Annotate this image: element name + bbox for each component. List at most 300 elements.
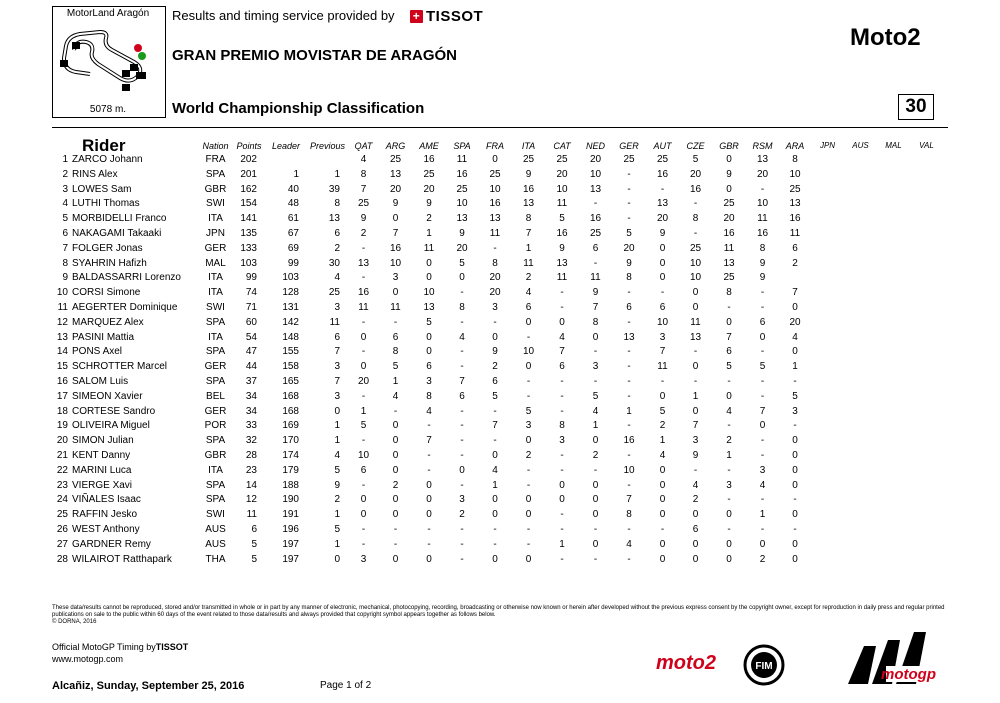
- race-points-cell: 25: [723, 198, 735, 210]
- previous-gap-cell: 0: [334, 553, 340, 565]
- future-race-cell: [877, 390, 910, 405]
- future-race-cell: [844, 183, 877, 198]
- race-points-cell: 16: [589, 213, 602, 225]
- nation-cell: SPA: [205, 479, 226, 491]
- race-points-cell: 0: [426, 479, 432, 491]
- race-points-cell: 2: [792, 257, 798, 269]
- race-points-cell: 0: [525, 509, 532, 521]
- nation-cell: THA: [205, 553, 226, 565]
- future-race-cell: [844, 168, 877, 183]
- race-points-cell: 13: [623, 331, 635, 343]
- race-points-cell: -: [460, 538, 464, 550]
- race-points-cell: 5: [626, 227, 632, 239]
- future-race-cell: [877, 375, 910, 390]
- race-points-cell: 25: [357, 198, 370, 210]
- race-points-cell: -: [627, 183, 631, 195]
- race-points-cell: -: [393, 405, 398, 417]
- rider-name-cell: CORTESE Sandro: [72, 405, 156, 417]
- table-row: [52, 301, 943, 316]
- table-row: [52, 449, 943, 464]
- rider-name-cell: LOWES Sam: [72, 183, 132, 195]
- race-points-cell: 1: [525, 242, 532, 254]
- future-race-cell: [844, 197, 877, 212]
- future-race-cell: [877, 271, 910, 286]
- race-points-cell: 5: [559, 213, 565, 225]
- previous-gap-cell: 3: [334, 301, 340, 313]
- race-points-cell: 0: [492, 553, 498, 565]
- future-race-cell: [910, 257, 943, 272]
- class-title: Moto2: [850, 24, 921, 51]
- race-points-cell: 8: [392, 346, 399, 358]
- race-points-cell: -: [493, 538, 497, 550]
- future-race-cell: [844, 375, 877, 390]
- future-race-cell: [910, 538, 943, 553]
- race-points-cell: 9: [659, 227, 666, 239]
- race-points-cell: -: [493, 523, 497, 535]
- race-points-cell: 0: [559, 316, 565, 328]
- race-points-cell: 0: [459, 464, 465, 476]
- race-points-cell: 0: [426, 331, 432, 343]
- future-race-cell: [844, 271, 877, 286]
- race-points-cell: 7: [726, 331, 732, 343]
- column-header-previous: Previous: [309, 141, 345, 151]
- race-points-cell: 8: [525, 213, 532, 225]
- race-points-cell: 20: [656, 213, 669, 225]
- race-points-cell: 5: [392, 361, 399, 373]
- race-points-cell: 0: [459, 272, 465, 284]
- table-row: [52, 286, 943, 301]
- points-cell: 135: [240, 227, 257, 239]
- rider-name-cell: GARDNER Remy: [72, 538, 151, 550]
- race-points-cell: 7: [692, 420, 699, 432]
- leader-gap-cell: 61: [287, 213, 299, 225]
- race-points-cell: 20: [789, 316, 801, 328]
- race-points-cell: 10: [623, 464, 635, 476]
- race-points-cell: 9: [759, 257, 766, 269]
- column-header-leader: Leader: [271, 141, 301, 151]
- race-points-cell: 11: [556, 198, 568, 210]
- future-race-cell: [877, 464, 910, 479]
- race-points-cell: -: [560, 301, 564, 313]
- future-race-cell: [877, 360, 910, 375]
- event-title: GRAN PREMIO MOVISTAR DE ARAGÓN: [172, 47, 458, 64]
- future-race-cell: [811, 153, 844, 168]
- race-points-cell: 10: [689, 257, 702, 269]
- nation-cell: ITA: [208, 272, 223, 284]
- race-points-cell: 20: [623, 242, 635, 254]
- race-points-cell: 8: [726, 287, 732, 299]
- table-row: [52, 479, 943, 494]
- column-header-race: AME: [419, 141, 439, 151]
- race-points-cell: -: [660, 523, 665, 535]
- position-cell: 14: [56, 346, 68, 358]
- leader-gap-cell: 103: [282, 272, 299, 284]
- nation-cell: SPA: [205, 435, 226, 447]
- race-points-cell: 0: [692, 405, 699, 417]
- points-cell: 5: [251, 553, 257, 565]
- table-row: [52, 153, 943, 168]
- rider-name-cell: PONS Axel: [72, 346, 123, 358]
- race-points-cell: 0: [792, 346, 798, 358]
- rider-name-cell: MORBIDELLI Franco: [72, 213, 167, 225]
- nation-cell: AUS: [205, 538, 226, 550]
- future-race-cell: [910, 345, 943, 360]
- race-points-cell: -: [560, 287, 564, 299]
- future-race-cell: [877, 538, 910, 553]
- race-points-cell: -: [727, 375, 731, 387]
- nation-cell: GER: [204, 361, 227, 373]
- race-points-cell: -: [627, 168, 631, 180]
- future-race-cell: [910, 508, 943, 523]
- race-points-cell: 0: [659, 553, 666, 565]
- position-cell: 22: [56, 464, 68, 476]
- column-header-points: Points: [236, 141, 262, 151]
- race-points-cell: 0: [726, 509, 732, 521]
- website-link[interactable]: www.motogp.com: [52, 654, 124, 664]
- race-points-cell: 8: [592, 316, 599, 328]
- race-points-cell: 0: [792, 449, 798, 461]
- race-points-cell: -: [460, 361, 464, 373]
- nation-cell: SPA: [205, 375, 226, 387]
- race-points-cell: -: [460, 479, 464, 491]
- race-points-cell: -: [493, 316, 497, 328]
- future-race-cell: [910, 316, 943, 331]
- race-points-cell: -: [361, 435, 366, 447]
- race-points-cell: 13: [357, 257, 370, 269]
- race-points-cell: 4: [592, 405, 599, 417]
- future-race-cell: [811, 479, 844, 494]
- race-points-cell: -: [493, 242, 497, 254]
- future-race-cell: [910, 375, 943, 390]
- rider-name-cell: VIERGE Xavi: [72, 479, 133, 491]
- race-points-cell: 0: [659, 390, 666, 402]
- nation-cell: POR: [204, 420, 227, 432]
- future-race-cell: [844, 345, 877, 360]
- race-points-cell: 16: [689, 183, 702, 195]
- race-points-cell: 5: [426, 316, 432, 328]
- race-points-cell: 1: [360, 405, 367, 417]
- table-row: [52, 390, 943, 405]
- race-points-cell: 10: [522, 346, 535, 358]
- nation-cell: GER: [204, 242, 227, 254]
- race-points-cell: -: [727, 523, 731, 535]
- column-header-race: GBR: [719, 141, 739, 151]
- race-points-cell: 2: [726, 435, 732, 447]
- race-points-cell: 0: [360, 494, 367, 506]
- race-points-cell: 0: [525, 361, 532, 373]
- race-points-cell: 13: [389, 168, 402, 180]
- column-header-nation: Nation: [202, 141, 229, 151]
- race-points-cell: 0: [759, 420, 766, 432]
- points-cell: 11: [246, 509, 257, 521]
- race-points-cell: 8: [626, 272, 632, 284]
- race-points-cell: 9: [459, 227, 465, 239]
- race-points-cell: 6: [592, 242, 599, 254]
- race-points-cell: -: [361, 523, 366, 535]
- race-points-cell: 6: [559, 361, 565, 373]
- future-race-cell: [811, 242, 844, 257]
- race-points-cell: -: [760, 494, 765, 506]
- leader-gap-cell: 48: [287, 198, 299, 210]
- previous-gap-cell: 5: [334, 523, 340, 535]
- future-race-cell: [910, 434, 943, 449]
- race-points-cell: 11: [590, 272, 601, 284]
- page-indicator: Page 1 of 2: [320, 680, 372, 691]
- race-points-cell: -: [593, 523, 598, 535]
- tissot-cross-icon: +: [410, 10, 423, 23]
- previous-gap-cell: 1: [334, 168, 340, 180]
- column-header-race: ITA: [521, 141, 536, 151]
- future-race-cell: [877, 212, 910, 227]
- race-points-cell: 13: [689, 331, 702, 343]
- race-points-cell: 0: [792, 435, 798, 447]
- points-cell: 34: [245, 405, 257, 417]
- nation-cell: SPA: [205, 346, 226, 358]
- race-points-cell: 0: [592, 435, 599, 447]
- points-cell: 47: [245, 346, 257, 358]
- race-points-cell: 13: [723, 257, 735, 269]
- race-points-cell: 25: [423, 168, 435, 180]
- leader-gap-cell: 165: [282, 375, 299, 387]
- position-cell: 19: [56, 420, 68, 432]
- race-points-cell: 0: [692, 361, 699, 373]
- race-points-cell: 2: [459, 509, 465, 521]
- race-points-cell: 2: [592, 449, 599, 461]
- race-points-cell: 6: [626, 301, 632, 313]
- points-cell: 34: [245, 390, 257, 402]
- table-row: [52, 405, 943, 420]
- column-header-future-race: JPN: [819, 141, 836, 150]
- rider-name-cell: SYAHRIN Hafizh: [72, 257, 147, 269]
- race-points-cell: 20: [556, 168, 568, 180]
- table-row: [52, 271, 943, 286]
- race-points-cell: 16: [789, 213, 801, 225]
- race-points-cell: 7: [659, 346, 666, 358]
- column-header-race: GER: [619, 141, 639, 151]
- track-map-icon: [60, 24, 156, 96]
- race-points-cell: -: [560, 390, 564, 402]
- race-points-cell: 7: [360, 183, 367, 195]
- race-points-cell: 0: [659, 242, 666, 254]
- race-points-cell: 2: [360, 227, 367, 239]
- race-points-cell: 3: [492, 301, 498, 313]
- race-points-cell: 11: [690, 316, 701, 328]
- future-race-cell: [844, 227, 877, 242]
- race-points-cell: 7: [626, 494, 632, 506]
- race-points-cell: 3: [392, 272, 399, 284]
- race-points-cell: 2: [759, 553, 766, 565]
- previous-gap-cell: 6: [334, 331, 340, 343]
- race-points-cell: -: [727, 301, 731, 313]
- race-points-cell: -: [693, 464, 698, 476]
- race-points-cell: -: [560, 523, 564, 535]
- leader-gap-cell: 170: [282, 435, 299, 447]
- race-points-cell: [779, 271, 811, 286]
- future-race-cell: [877, 242, 910, 257]
- future-race-cell: [910, 360, 943, 375]
- race-points-cell: -: [627, 316, 631, 328]
- race-points-cell: -: [361, 538, 366, 550]
- table-row: [52, 464, 943, 479]
- race-points-cell: 3: [759, 464, 766, 476]
- points-cell: 28: [245, 449, 257, 461]
- race-points-cell: -: [361, 272, 366, 284]
- future-race-cell: [844, 242, 877, 257]
- future-race-cell: [877, 197, 910, 212]
- race-points-cell: 0: [426, 509, 432, 521]
- column-header-race: QAT: [354, 141, 373, 151]
- race-points-cell: 16: [489, 198, 501, 210]
- race-points-cell: 2: [392, 479, 399, 491]
- disclaimer: [52, 605, 947, 626]
- race-points-cell: 6: [492, 375, 498, 387]
- race-points-cell: 0: [659, 479, 666, 491]
- race-points-cell: 5: [592, 390, 599, 402]
- future-race-cell: [844, 390, 877, 405]
- race-points-cell: 4: [360, 154, 367, 165]
- future-race-cell: [811, 197, 844, 212]
- future-race-cell: [811, 553, 844, 568]
- race-points-cell: -: [693, 346, 698, 358]
- future-race-cell: [844, 153, 877, 168]
- header-divider: [52, 127, 948, 128]
- tissot-brand: TISSOT: [426, 8, 484, 25]
- race-points-cell: 20: [489, 272, 501, 284]
- position-cell: 21: [56, 449, 68, 461]
- race-points-cell: 2: [659, 420, 666, 432]
- rider-name-cell: SIMON Julian: [72, 435, 134, 447]
- future-race-cell: [877, 153, 910, 168]
- race-points-cell: 7: [525, 227, 532, 239]
- race-points-cell: 3: [792, 405, 798, 417]
- leader-gap-cell: [265, 153, 307, 168]
- race-points-cell: 11: [556, 272, 568, 284]
- race-points-cell: 10: [357, 449, 370, 461]
- race-points-cell: 1: [426, 227, 432, 239]
- column-header-race: NED: [585, 141, 605, 151]
- race-points-cell: 4: [692, 479, 699, 491]
- future-race-cell: [811, 183, 844, 198]
- race-points-cell: -: [593, 464, 598, 476]
- rider-name-cell: MARINI Luca: [72, 464, 132, 476]
- race-points-cell: -: [427, 523, 431, 535]
- points-cell: 32: [245, 435, 257, 447]
- leader-gap-cell: 188: [282, 479, 299, 491]
- race-points-cell: -: [560, 464, 564, 476]
- position-cell: 26: [56, 523, 68, 535]
- future-race-cell: [910, 153, 943, 168]
- race-points-cell: 20: [756, 168, 769, 180]
- race-points-cell: -: [460, 435, 464, 447]
- timing-credit-brand: TISSOT: [155, 642, 189, 652]
- future-race-cell: [877, 227, 910, 242]
- future-race-cell: [877, 168, 910, 183]
- nation-cell: ITA: [208, 331, 223, 343]
- race-points-cell: 8: [459, 301, 465, 313]
- race-points-cell: 0: [360, 331, 367, 343]
- race-points-cell: 6: [726, 346, 732, 358]
- race-points-cell: 9: [492, 346, 498, 358]
- race-points-cell: 13: [789, 198, 801, 210]
- position-cell: 24: [56, 494, 68, 506]
- race-points-cell: 7: [792, 287, 798, 299]
- race-points-cell: 10: [689, 272, 702, 284]
- previous-gap-cell: 1: [334, 435, 340, 447]
- leader-gap-cell: 148: [282, 331, 299, 343]
- table-row: [52, 508, 943, 523]
- race-points-cell: 0: [392, 435, 399, 447]
- race-points-cell: 13: [589, 183, 602, 195]
- position-cell: 16: [56, 375, 68, 387]
- disclaimer-text: These data/results cannot be reproduced, stored and/or transmitted in whole or in part by any manner of electronic, mechanical, photocopying, recording, broadcasting or otherwise now known or herein after developed without the previous express consent by the copyright owner, except for reproduction in daily press and regular printed publications on sale to the public within 60 days of the event related to those data/results and always provided that copyright symbol appears together as follows below.: [52, 605, 945, 618]
- race-points-cell: -: [361, 346, 366, 358]
- race-points-cell: 13: [656, 198, 669, 210]
- rider-name-cell: RINS Alex: [72, 168, 118, 180]
- previous-gap-cell: 4: [334, 449, 340, 461]
- race-points-cell: 16: [522, 183, 535, 195]
- race-points-cell: 9: [759, 272, 766, 284]
- points-cell: 141: [240, 213, 257, 225]
- leader-gap-cell: 191: [282, 509, 299, 521]
- race-points-cell: 25: [489, 168, 501, 180]
- race-points-cell: 5: [525, 405, 532, 417]
- table-row: [52, 375, 943, 390]
- race-points-cell: 11: [757, 213, 768, 225]
- future-race-cell: [910, 419, 943, 434]
- position-cell: 2: [62, 168, 68, 180]
- race-points-cell: -: [760, 287, 765, 299]
- table-row: [52, 553, 943, 568]
- race-points-cell: 6: [392, 331, 399, 343]
- previous-gap-cell: 1: [334, 509, 340, 521]
- nation-cell: GER: [204, 405, 227, 417]
- race-points-cell: 0: [592, 538, 599, 550]
- race-points-cell: 1: [692, 390, 699, 402]
- race-points-cell: 3: [659, 331, 666, 343]
- race-points-cell: 0: [726, 316, 732, 328]
- race-points-cell: 5: [459, 257, 465, 269]
- race-points-cell: -: [760, 523, 765, 535]
- leader-gap-cell: 99: [287, 257, 299, 269]
- future-race-cell: [811, 375, 844, 390]
- race-points-cell: 0: [492, 154, 498, 165]
- race-points-cell: 0: [559, 479, 565, 491]
- column-header-race: CZE: [686, 141, 705, 151]
- race-points-cell: -: [627, 479, 631, 491]
- race-points-cell: 0: [525, 316, 532, 328]
- race-points-cell: -: [526, 331, 531, 343]
- race-points-cell: 13: [556, 257, 568, 269]
- future-race-cell: [811, 360, 844, 375]
- race-points-cell: -: [793, 420, 797, 432]
- nation-cell: SWI: [206, 198, 225, 210]
- nation-cell: GBR: [204, 449, 227, 461]
- race-points-cell: 0: [559, 494, 565, 506]
- leader-gap-cell: 67: [287, 227, 299, 239]
- future-race-cell: [844, 419, 877, 434]
- race-points-cell: 1: [626, 405, 632, 417]
- race-points-cell: 1: [659, 435, 666, 447]
- race-points-cell: 9: [360, 213, 367, 225]
- race-points-cell: 5: [360, 420, 367, 432]
- race-points-cell: 0: [792, 464, 798, 476]
- race-points-cell: -: [627, 346, 631, 358]
- table-row: [52, 168, 943, 183]
- race-points-cell: 3: [559, 435, 565, 447]
- race-points-cell: 5: [692, 154, 699, 165]
- race-points-cell: 13: [756, 154, 769, 165]
- future-race-cell: [877, 419, 910, 434]
